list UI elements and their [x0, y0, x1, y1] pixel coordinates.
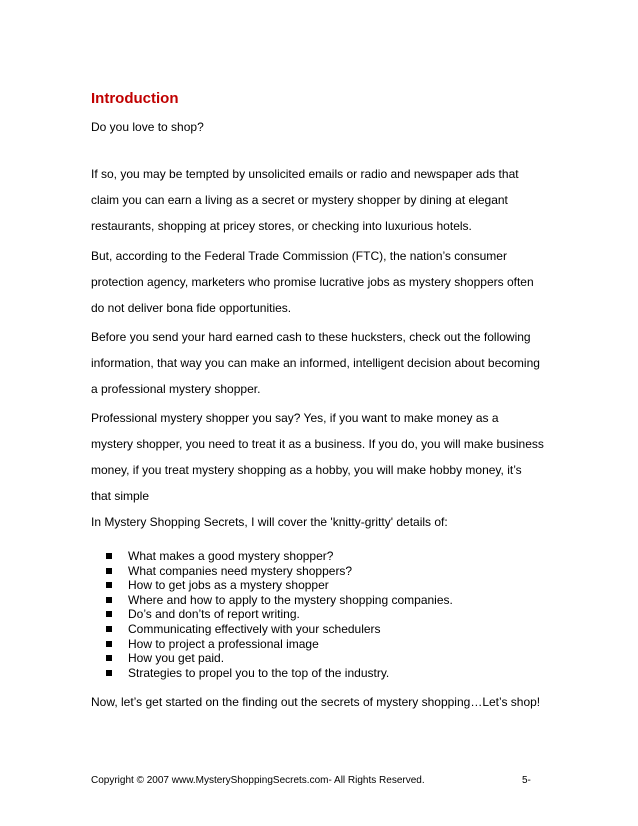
footer-copyright: Copyright © 2007 www.MysteryShoppingSecrets.com- All Rights Reserved. [91, 775, 425, 786]
list-item [106, 622, 453, 637]
paragraph-line: money, if you treat mystery shopping as a hobby, you will make hobby money, it’s [91, 463, 522, 477]
square-bullet-icon [106, 641, 112, 647]
paragraph-line: Do you love to shop? [91, 120, 204, 134]
list-item-text: How to project a professional image [128, 636, 319, 651]
paragraph-line: information, that way you can make an informed, intelligent decision about becoming [91, 356, 540, 370]
paragraph-ftc [91, 243, 571, 321]
list-item [106, 637, 453, 652]
topics-list [106, 549, 453, 680]
paragraph-line: do not deliver bona fide opportunities. [91, 301, 292, 315]
paragraph-intro-list [91, 509, 571, 535]
paragraph-line: In Mystery Shopping Secrets, I will cover the 'knitty-gritty' details of: [91, 515, 448, 529]
list-item-text: Where and how to apply to the mystery shopping companies. [128, 592, 453, 607]
paragraph-tempted [91, 161, 571, 239]
paragraph-hucksters [91, 324, 571, 402]
paragraph-business [91, 405, 571, 509]
square-bullet-icon [106, 670, 112, 676]
square-bullet-icon [106, 582, 112, 588]
list-item-text: Do’s and don’ts of report writing. [128, 607, 300, 622]
paragraph-line: If so, you may be tempted by unsolicited emails or radio and newspaper ads that [91, 167, 519, 181]
paragraph-line: Now, let’s get started on the finding out the secrets of mystery shopping…Let’s shop! [91, 695, 541, 709]
paragraph-line: claim you can earn a living as a secret or mystery shopper by dining at elegant [91, 193, 508, 207]
list-item [106, 549, 453, 564]
list-item [106, 564, 453, 579]
section-heading: Introduction [91, 90, 179, 107]
list-item [106, 578, 453, 593]
paragraph-line: that simple [91, 489, 150, 503]
page-number: 5- [522, 775, 531, 786]
list-item [106, 651, 453, 666]
list-item-text: Strategies to propel you to the top of the industry. [128, 665, 390, 680]
list-item [106, 607, 453, 622]
paragraph-line: But, according to the Federal Trade Commission (FTC), the nation’s consumer [91, 249, 507, 263]
paragraph-line: protection agency, marketers who promise lucrative jobs as mystery shoppers often [91, 275, 534, 289]
paragraph-line: mystery shopper, you need to treat it as a business. If you do, you will make business [91, 437, 544, 451]
paragraph-closing [91, 689, 571, 715]
list-item [106, 593, 453, 608]
list-item [106, 666, 453, 681]
square-bullet-icon [106, 655, 112, 661]
square-bullet-icon [106, 568, 112, 574]
paragraph-question [91, 114, 571, 140]
paragraph-line: restaurants, shopping at pricey stores, or checking into luxurious hotels. [91, 219, 472, 233]
paragraph-line: Professional mystery shopper you say? Yes, if you want to make money as a [91, 411, 499, 425]
paragraph-line: Before you send your hard earned cash to these hucksters, check out the following [91, 330, 531, 344]
square-bullet-icon [106, 611, 112, 617]
paragraph-line: a professional mystery shopper. [91, 382, 261, 396]
list-item-text: How you get paid. [128, 651, 225, 666]
square-bullet-icon [106, 553, 112, 559]
list-item-text: What makes a good mystery shopper? [128, 549, 334, 563]
square-bullet-icon [106, 597, 112, 603]
list-item-text: How to get jobs as a mystery shopper [128, 578, 329, 593]
square-bullet-icon [106, 626, 112, 632]
list-item-text: Communicating effectively with your schedulers [128, 621, 381, 636]
list-item-text: What companies need mystery shoppers? [128, 563, 353, 578]
